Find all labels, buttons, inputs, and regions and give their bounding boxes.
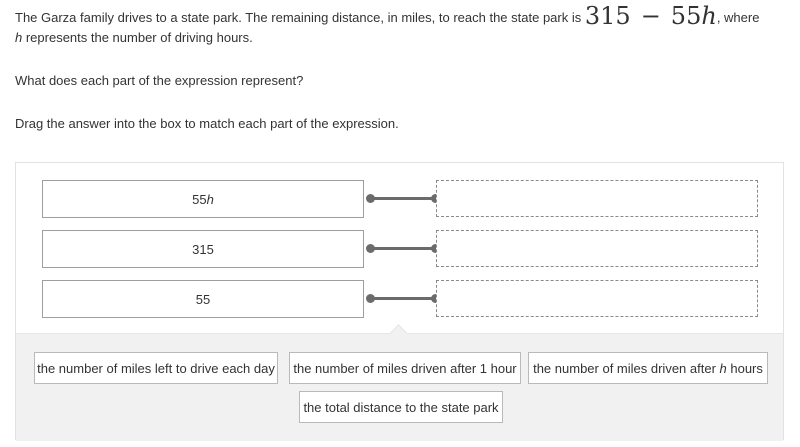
match-row-2 [42,230,762,268]
choice-text: the number of miles driven after 1 hour [293,360,517,376]
answer-choice-miles-left-each-day[interactable] [34,352,278,384]
math-minus: − [640,2,661,30]
question-instruction: Drag the answer into the box to match each part of the expression. [15,116,399,131]
question-prompt: What does each part of the expression represent? [15,73,304,88]
choice-text: the total distance to the state park [303,399,499,415]
intro-text: The Garza family drives to a state park. The remaining distance, in miles, to reach the state park is [15,10,582,25]
match-row-1 [42,180,762,218]
answer-choice-miles-after-1-hour[interactable] [289,352,521,384]
line2-rest: represents the number of driving hours. [22,30,253,45]
math-coef: 55 [670,2,702,30]
term-number: 315 [192,241,214,257]
choice-text-after: hours [726,360,763,376]
term-number: 55 [195,291,211,307]
choice-text: the number of miles driven after [533,360,720,376]
expression-term-box [42,280,364,318]
drop-target-box[interactable] [436,230,758,267]
math-var: h [701,2,717,30]
connector [364,193,440,205]
question-text [15,2,785,134]
expression-term-box [42,180,364,218]
question-intro [15,2,785,30]
expression-math [585,2,717,30]
choice-var: h [719,360,727,376]
match-row-3 [42,280,762,318]
connector [364,243,440,255]
answer-tray [16,333,783,441]
matching-widget [15,162,784,440]
answer-choice-total-distance[interactable] [299,391,503,423]
expression-term-box [42,230,364,268]
term-var: h [206,191,214,207]
drop-target-box[interactable] [436,180,758,217]
line2-var: h [15,30,23,45]
math-number: 315 [584,2,631,30]
answer-choice-miles-after-h-hours[interactable] [528,352,768,384]
drop-target-box[interactable] [436,280,758,317]
question-line-2 [15,28,785,48]
intro-after-math: , where [716,10,760,25]
choice-text: the number of miles left to drive each day [37,360,275,376]
tray-pointer [389,324,407,342]
connector [364,293,440,305]
term-number: 55 [192,191,207,207]
